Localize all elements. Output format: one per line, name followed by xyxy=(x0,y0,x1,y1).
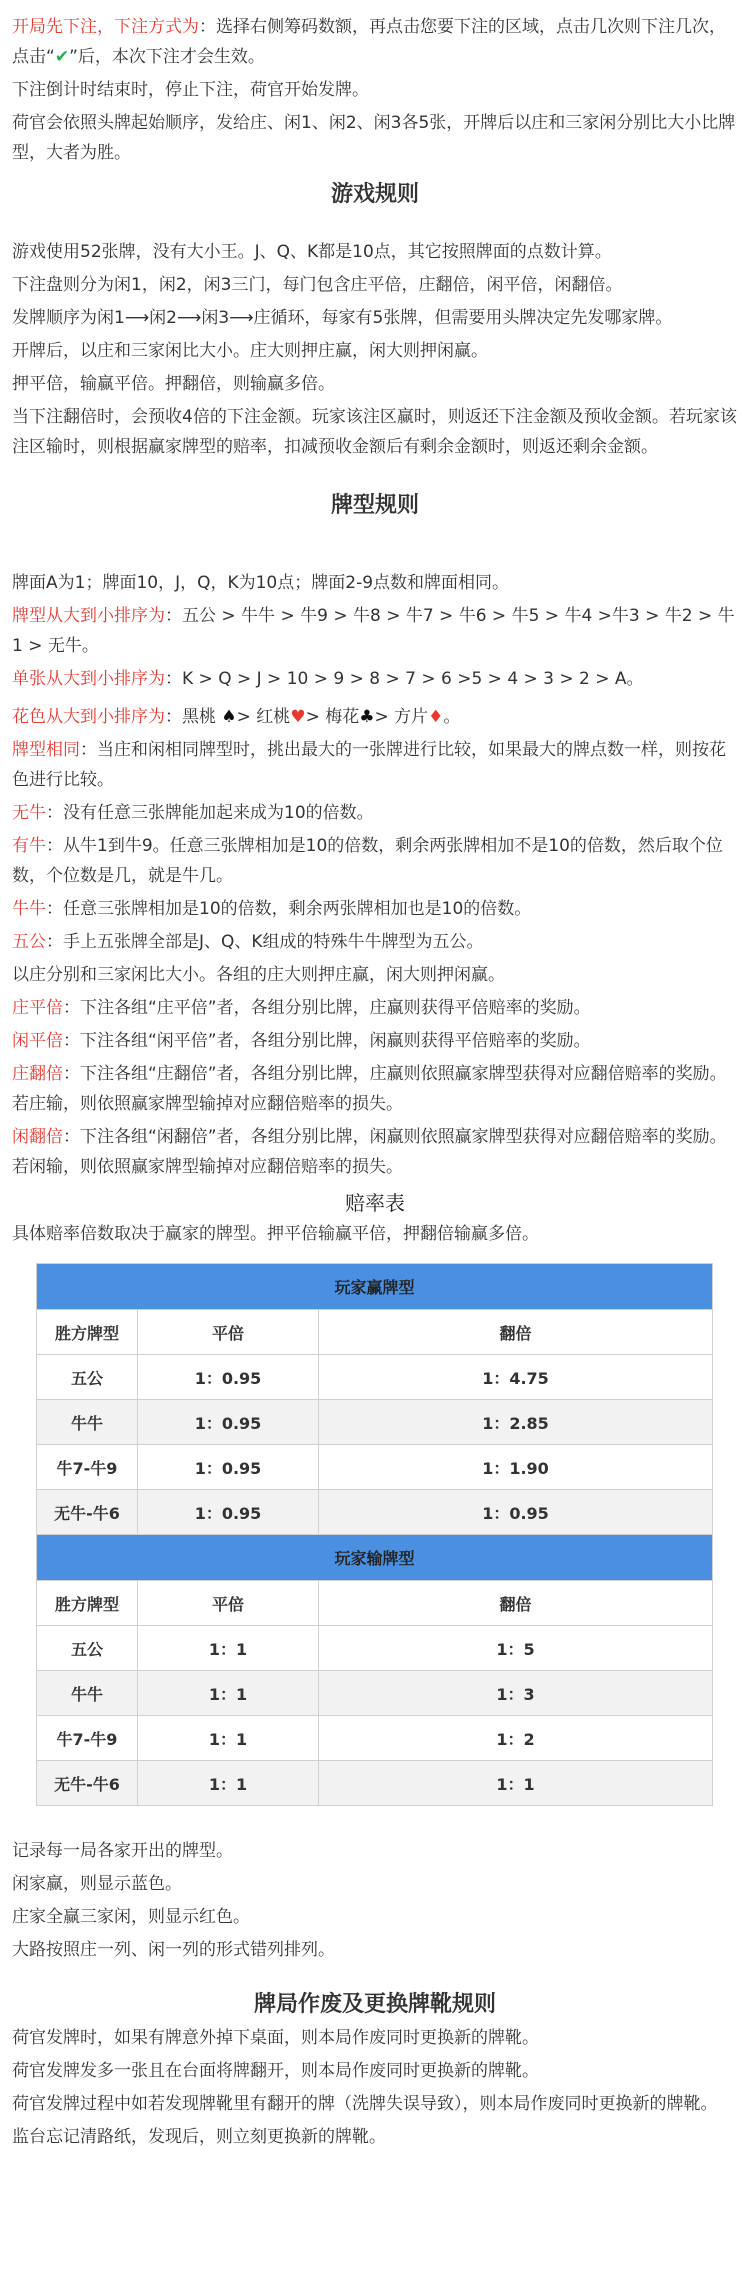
row-type: 牛牛 xyxy=(37,1400,138,1445)
game-rules-prepay: 当下注翻倍时，会预收4倍的下注金额。玩家该注区赢时，则返还下注金额及预收金额。若玩家该注区输时，则根据赢家牌型的赔率，扣减预收金额后有剩余金额时，则返还剩余金额。 xyxy=(12,407,737,457)
row-double: 1：2.85 xyxy=(319,1400,713,1445)
road-section xyxy=(12,1836,738,1965)
intro-section xyxy=(12,0,738,168)
suit-text: > 方片 xyxy=(374,707,429,727)
card-rules-single xyxy=(12,664,738,694)
col-double-header: 翻倍 xyxy=(319,1310,713,1355)
card-rules-niuniu xyxy=(12,894,738,924)
table-row xyxy=(37,1716,713,1761)
col-flat-header: 平倍 xyxy=(138,1310,319,1355)
bet-method-text-end: ”后，本次下注才会生效。 xyxy=(69,47,265,67)
row-flat: 1：1 xyxy=(138,1626,319,1671)
card-rules-youniu xyxy=(12,831,738,891)
table-row xyxy=(37,1445,713,1490)
niuniu-text: ：任意三张牌相加是10的倍数，剩余两张牌相加也是10的倍数。 xyxy=(46,899,532,919)
diamond-icon: ♦ xyxy=(428,707,444,727)
void-rules-shoe: 荷官发牌过程中如若发现牌靴里有翻开的牌（洗牌失误导致），则本局作废同时更换新的牌靴。 xyxy=(12,2094,718,2114)
row-flat: 1：0.95 xyxy=(138,1355,319,1400)
row-flat: 1：1 xyxy=(138,1716,319,1761)
spade-icon: ♠ xyxy=(221,707,237,727)
road-blue: 闲家赢，则显示蓝色。 xyxy=(12,1874,182,1894)
row-type: 五公 xyxy=(37,1626,138,1671)
heart-icon: ♥ xyxy=(290,707,306,727)
game-rules-section xyxy=(12,180,738,462)
card-rules-rank xyxy=(12,601,738,661)
game-rules-deck: 游戏使用52张牌，没有大小王。J、Q、K都是10点，其它按照牌面的点数计算。 xyxy=(12,242,612,262)
card-rules-zfb xyxy=(12,1059,738,1119)
bet-method-text: ：选择右侧筹码数额，再点击您要下注的区域，点击几次则下注几次，点击“ xyxy=(12,17,726,67)
col-type-header: 胜方牌型 xyxy=(37,1310,138,1355)
rank-text: ：五公 > 牛牛 > 牛9 > 牛8 > 牛7 > 牛6 > 牛5 > 牛4 >牛3 > 牛2 > 牛1 > 无牛。 xyxy=(12,606,735,656)
row-flat: 1：0.95 xyxy=(138,1400,319,1445)
card-rules-xpb xyxy=(12,1026,738,1056)
game-rules-flat-double: 押平倍，输赢平倍。押翻倍，则输赢多倍。 xyxy=(12,374,335,394)
row-flat: 1：0.95 xyxy=(138,1490,319,1535)
col-type-header: 胜方牌型 xyxy=(37,1581,138,1626)
card-rules-wugong xyxy=(12,927,738,957)
col-double-header: 翻倍 xyxy=(319,1581,713,1626)
void-rules-extra: 荷官发牌发多一张且在台面将牌翻开，则本局作废同时更换新的牌靴。 xyxy=(12,2061,539,2081)
card-rules-compare: 以庄分别和三家闲比大小。各组的庄大则押庄赢，闲大则押闲赢。 xyxy=(12,965,505,985)
suit-text: > 红桃 xyxy=(236,707,291,727)
bet-method-label: 开局先下注，下注方式为 xyxy=(12,17,199,37)
road-record: 记录每一局各家开出的牌型。 xyxy=(12,1841,233,1861)
intro-dealing: 荷官会依照头牌起始顺序，发给庄、闲1、闲2、闲3各5张，开牌后以庄和三家闲分别比大小比牌型，大者为胜。 xyxy=(12,113,736,163)
youniu-label: 有牛 xyxy=(12,836,46,856)
youniu-text: ：从牛1到牛9。任意三张牌相加是10的倍数，剩余两张牌相加不是10的倍数，然后取个位数，个位数是几，就是牛几。 xyxy=(12,836,723,886)
wugong-text: ：手上五张牌全部是J、Q、K组成的特殊牛牛牌型为五公。 xyxy=(46,932,484,952)
game-rules-title: 游戏规则 xyxy=(330,182,419,207)
odds-title: 赔率表 xyxy=(345,1191,405,1215)
game-rules-compare: 开牌后，以庄和三家闲比大小。庄大则押庄赢，闲大则押闲赢。 xyxy=(12,341,488,361)
row-flat: 1：1 xyxy=(138,1671,319,1716)
odds-table xyxy=(36,1263,713,1806)
road-layout: 大路按照庄一列、闲一列的形式错列排列。 xyxy=(12,1940,335,1960)
zpb-text: ：下注各组“庄平倍”者，各组分别比牌，庄赢则获得平倍赔率的奖励。 xyxy=(63,998,591,1018)
card-rules-same xyxy=(12,735,738,795)
card-rules-section xyxy=(12,491,738,1182)
intro-bet-method xyxy=(12,12,738,72)
niuniu-label: 牛牛 xyxy=(12,899,46,919)
table-row xyxy=(37,1355,713,1400)
suit-text: > 梅花 xyxy=(305,707,360,727)
confirm-check-icon: ✔ xyxy=(54,47,70,67)
row-double: 1：1 xyxy=(319,1761,713,1806)
void-rules-section xyxy=(12,1990,738,2152)
table-row xyxy=(37,1490,713,1535)
zpb-label: 庄平倍 xyxy=(12,998,63,1018)
row-type: 无牛-牛6 xyxy=(37,1761,138,1806)
row-flat: 1：0.95 xyxy=(138,1445,319,1490)
card-rules-title: 牌型规则 xyxy=(330,493,419,518)
xfb-label: 闲翻倍 xyxy=(12,1127,63,1147)
xfb-text: ：下注各组“闲翻倍”者，各组分别比牌，闲赢则依照赢家牌型获得对应翻倍赔率的奖励。若闲输，则依照赢家牌型输掉对应翻倍赔率的损失。 xyxy=(12,1127,727,1177)
xpb-label: 闲平倍 xyxy=(12,1031,63,1051)
card-rules-points: 牌面A为1；牌面10，J，Q，K为10点；牌面2-9点数和牌面相同。 xyxy=(12,573,510,593)
same-label: 牌型相同 xyxy=(12,740,80,760)
win-band: 玩家赢牌型 xyxy=(37,1264,713,1310)
row-type: 五公 xyxy=(37,1355,138,1400)
table-row xyxy=(37,1400,713,1445)
noniu-text: ：没有任意三张牌能加起来成为10的倍数。 xyxy=(46,803,374,823)
row-double: 1：5 xyxy=(319,1626,713,1671)
table-row xyxy=(37,1626,713,1671)
card-rules-noniu xyxy=(12,798,738,828)
row-double: 1：2 xyxy=(319,1716,713,1761)
zfb-text: ：下注各组“庄翻倍”者，各组分别比牌，庄赢则依照赢家牌型获得对应翻倍赔率的奖励。若庄输，则依照赢家牌型输掉对应翻倍赔率的损失。 xyxy=(12,1064,727,1114)
card-rules-zpb xyxy=(12,993,738,1023)
same-text: ：当庄和闲相同牌型时，挑出最大的一张牌进行比较，如果最大的牌点数一样，则按花色进行比较。 xyxy=(12,740,726,790)
void-rules-drop: 荷官发牌时，如果有牌意外掉下桌面，则本局作废同时更换新的牌靴。 xyxy=(12,2028,539,2048)
void-rules-title: 牌局作废及更换牌靴规则 xyxy=(253,1992,496,2017)
void-rules-road: 监台忘记清路纸，发现后，则立刻更换新的牌靴。 xyxy=(12,2127,386,2147)
col-flat-header: 平倍 xyxy=(138,1581,319,1626)
row-type: 牛牛 xyxy=(37,1671,138,1716)
single-label: 单张从大到小排序为 xyxy=(12,669,165,689)
card-rules-suit xyxy=(12,702,738,732)
row-double: 1：1.90 xyxy=(319,1445,713,1490)
row-double: 1：4.75 xyxy=(319,1355,713,1400)
game-rules-order: 发牌顺序为闲1⟶闲2⟶闲3⟶庄循环，每家有5张牌，但需要用头牌决定先发哪家牌。 xyxy=(12,308,673,328)
row-double: 1：0.95 xyxy=(319,1490,713,1535)
club-icon: ♣ xyxy=(359,707,375,727)
intro-countdown: 下注倒计时结束时，停止下注，荷官开始发牌。 xyxy=(12,80,369,100)
row-type: 牛7-牛9 xyxy=(37,1445,138,1490)
xpb-text: ：下注各组“闲平倍”者，各组分别比牌，闲赢则获得平倍赔率的奖励。 xyxy=(63,1031,591,1051)
odds-section xyxy=(12,1188,738,1806)
row-flat: 1：1 xyxy=(138,1761,319,1806)
suit-text: ：黑桃 xyxy=(165,707,222,727)
suit-text: 。 xyxy=(443,707,461,727)
road-red: 庄家全赢三家闲，则显示红色。 xyxy=(12,1907,250,1927)
table-row xyxy=(37,1761,713,1806)
single-text: ：K > Q > J > 10 > 9 > 8 > 7 > 6 >5 > 4 > 3 > 2 > A。 xyxy=(165,669,644,689)
odds-desc: 具体赔率倍数取决于赢家的牌型。押平倍输赢平倍，押翻倍输赢多倍。 xyxy=(12,1224,539,1244)
noniu-label: 无牛 xyxy=(12,803,46,823)
suit-label: 花色从大到小排序为 xyxy=(12,707,165,727)
game-rules-betting: 下注盘则分为闲1，闲2，闲3三门，每门包含庄平倍，庄翻倍，闲平倍，闲翻倍。 xyxy=(12,275,623,295)
lose-band: 玩家输牌型 xyxy=(37,1535,713,1581)
table-row xyxy=(37,1671,713,1716)
row-type: 无牛-牛6 xyxy=(37,1490,138,1535)
zfb-label: 庄翻倍 xyxy=(12,1064,63,1084)
row-type: 牛7-牛9 xyxy=(37,1716,138,1761)
rank-label: 牌型从大到小排序为 xyxy=(12,606,165,626)
card-rules-xfb xyxy=(12,1122,738,1182)
wugong-label: 五公 xyxy=(12,932,46,952)
row-double: 1：3 xyxy=(319,1671,713,1716)
